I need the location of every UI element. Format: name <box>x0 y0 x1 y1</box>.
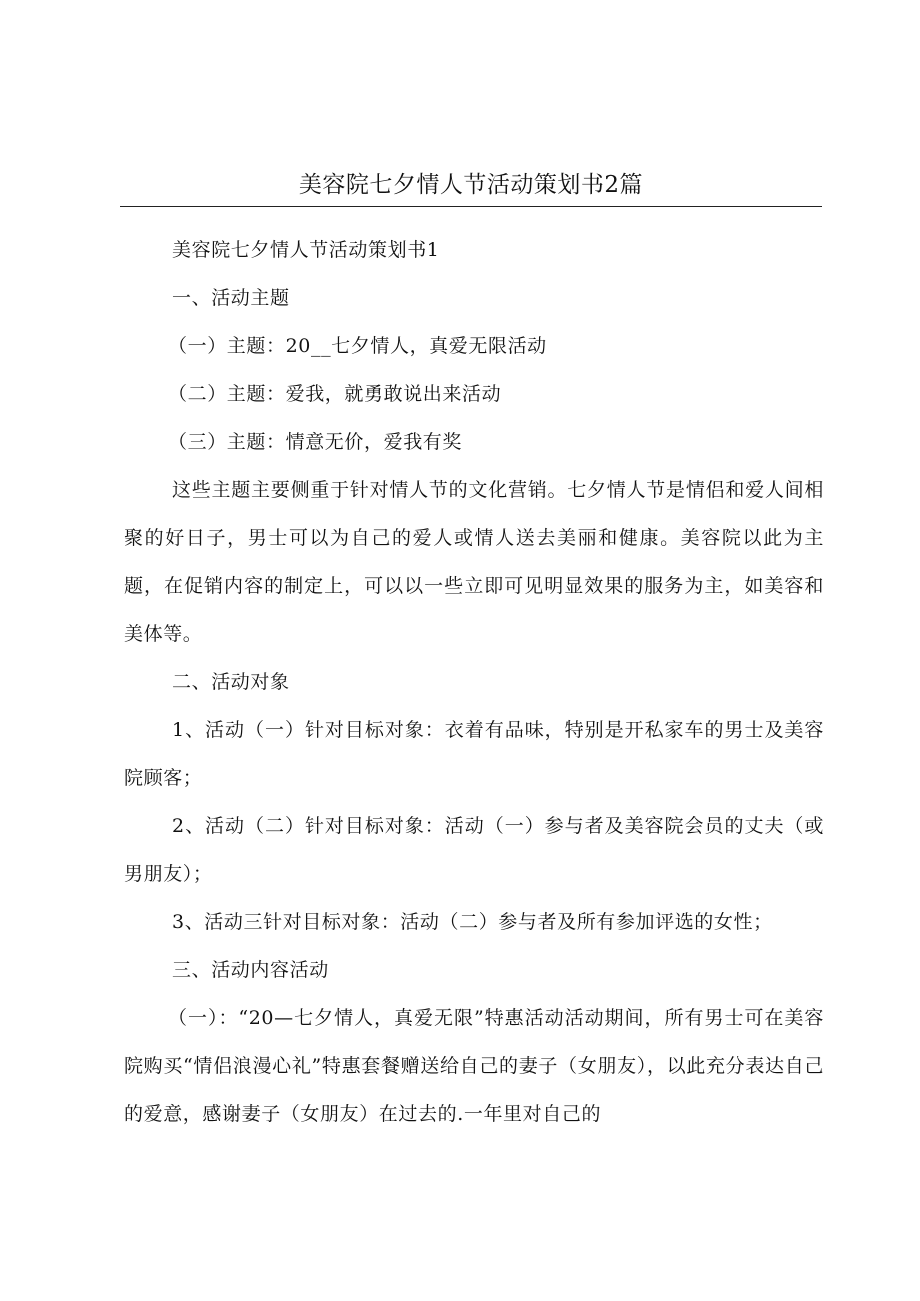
paragraph-activity-1: （一）：“20—七夕情人，真爱无限”特惠活动活动期间，所有男士可在美容院购买“情侣浪漫心礼”特惠套餐赠送给自己的妻子（女朋友），以此充分表达自己的爱意，感谢妻子（女朋友）在过去的.一年里对自己的 <box>124 1007 824 1125</box>
document-body <box>124 226 824 1138</box>
paragraph-theme-1: （一）主题：20__七夕情人，真爱无限活动 <box>168 335 547 357</box>
paragraph-section-2-heading: 二、活动对象 <box>172 671 290 693</box>
paragraph-target-3: 3、活动三针对目标对象：活动（二）参与者及所有参加评选的女性； <box>172 911 773 933</box>
paragraph-section-3-heading: 三、活动内容活动 <box>172 959 329 981</box>
paragraph-target-1: 1、活动（一）针对目标对象：衣着有品味，特别是开私家车的男士及美容院顾客； <box>124 719 824 789</box>
paragraph-theme-description: 这些主题主要侧重于针对情人节的文化营销。七夕情人节是情侣和爱人间相聚的好日子，男士可以为自己的爱人或情人送去美丽和健康。美容院以此为主题，在促销内容的制定上，可以以一些立即可见明显效果的服务为主，如美容和美体等。 <box>124 479 824 645</box>
paragraph-section-1-heading: 一、活动主题 <box>172 287 290 309</box>
paragraph-theme-2: （二）主题：爱我，就勇敢说出来活动 <box>168 383 502 405</box>
document-title: 美容院七夕情人节活动策划书2篇 <box>298 172 644 198</box>
title-underline <box>120 206 822 207</box>
paragraph-theme-3: （三）主题：情意无价，爱我有奖 <box>168 431 463 453</box>
paragraph-subtitle: 美容院七夕情人节活动策划书1 <box>172 239 440 261</box>
paragraph-target-2: 2、活动（二）针对目标对象：活动（一）参与者及美容院会员的丈夫（或男朋友）； <box>124 815 824 885</box>
